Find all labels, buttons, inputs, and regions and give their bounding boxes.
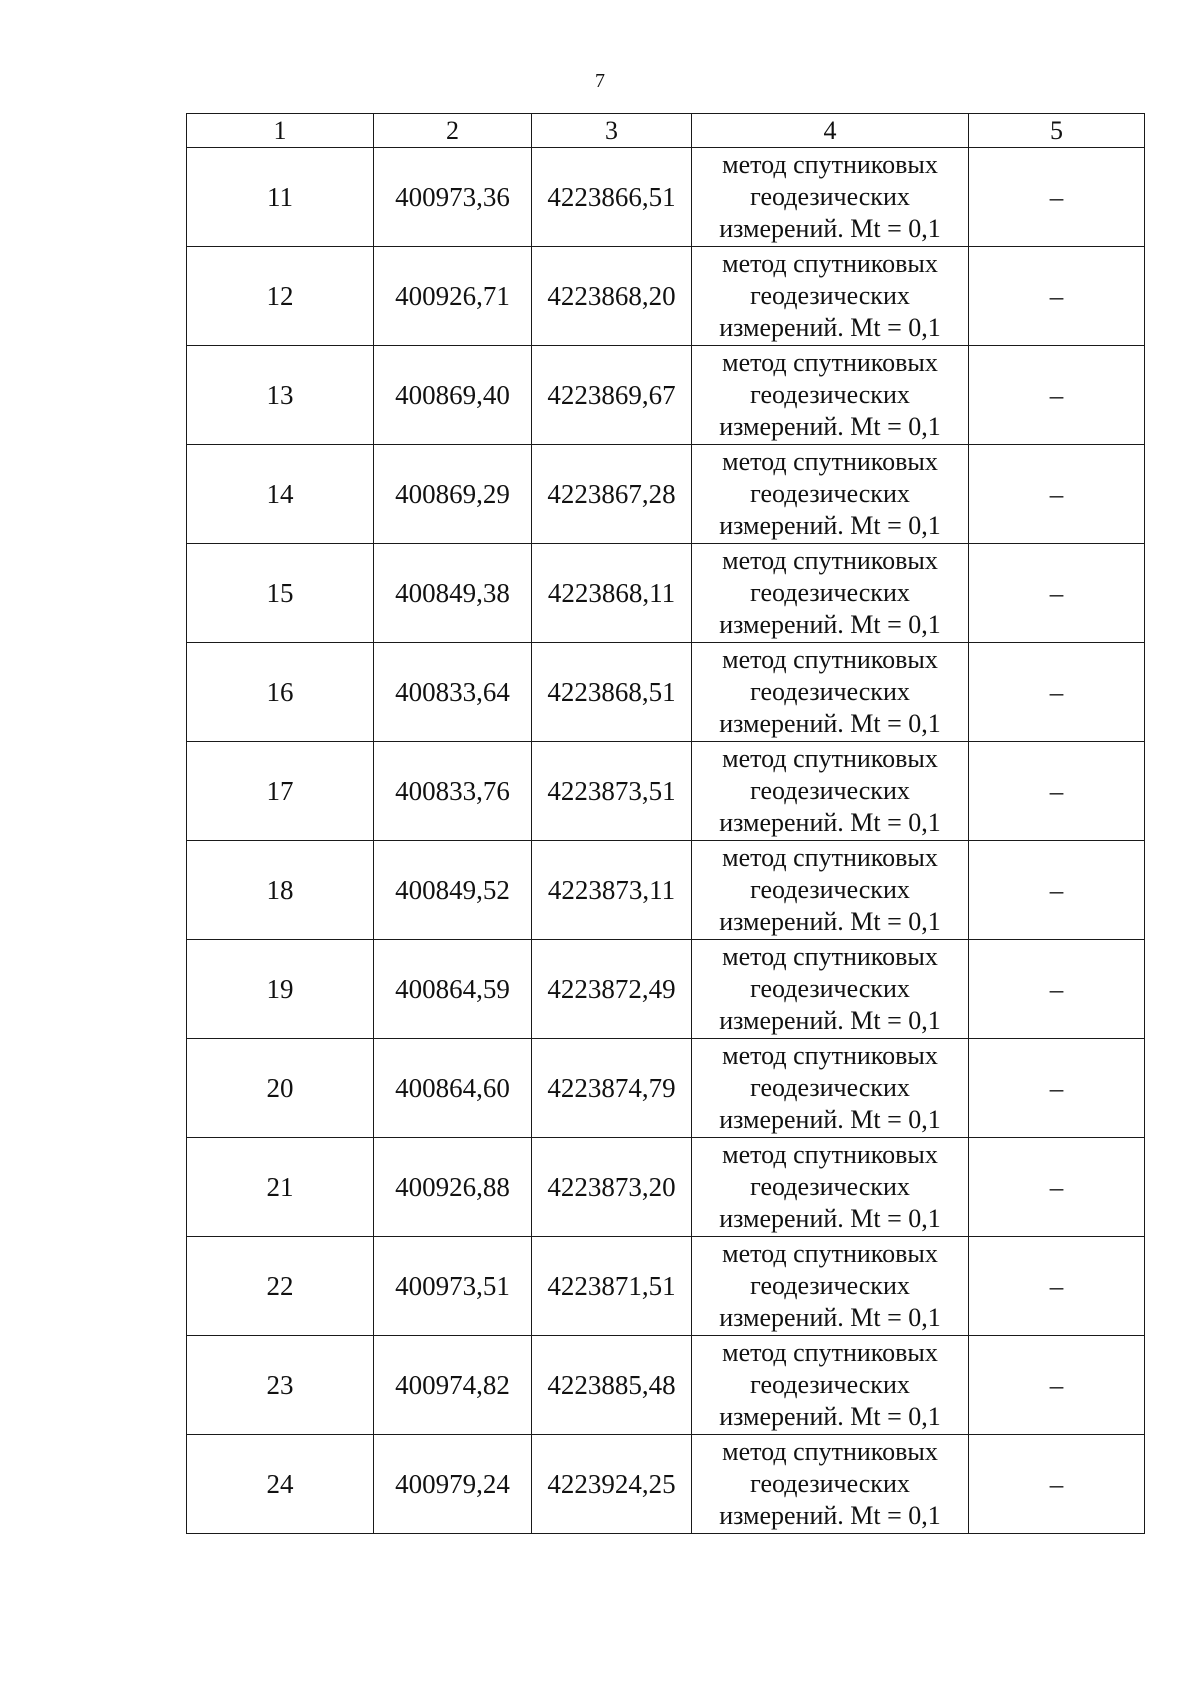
table-row xyxy=(187,841,1145,940)
note-cell: – xyxy=(969,841,1145,940)
method-line: метод спутниковых xyxy=(722,1239,938,1268)
method-line: метод спутниковых xyxy=(722,942,938,971)
method-line: измерений. Mt = 0,1 xyxy=(719,214,941,243)
method-line: геодезических xyxy=(750,1469,910,1498)
table-row xyxy=(187,1237,1145,1336)
table-row xyxy=(187,445,1145,544)
table-row xyxy=(187,544,1145,643)
y-coordinate-cell: 4223869,67 xyxy=(532,346,692,445)
method-line: измерений. Mt = 0,1 xyxy=(719,1006,941,1035)
x-coordinate-cell: 400973,51 xyxy=(374,1237,532,1336)
point-number-cell: 13 xyxy=(187,346,374,445)
method-line: измерений. Mt = 0,1 xyxy=(719,709,941,738)
method-line: геодезических xyxy=(750,776,910,805)
x-coordinate-cell: 400926,71 xyxy=(374,247,532,346)
note-cell: – xyxy=(969,643,1145,742)
method-line: геодезических xyxy=(750,875,910,904)
note-cell: – xyxy=(969,1237,1145,1336)
y-coordinate-cell: 4223866,51 xyxy=(532,148,692,247)
column-header-5: 5 xyxy=(969,114,1145,148)
method-cell xyxy=(692,544,969,643)
method-cell xyxy=(692,1237,969,1336)
note-cell: – xyxy=(969,1336,1145,1435)
method-line: геодезических xyxy=(750,380,910,409)
table-row xyxy=(187,742,1145,841)
method-line: метод спутниковых xyxy=(722,150,938,179)
column-header-1: 1 xyxy=(187,114,374,148)
y-coordinate-cell: 4223873,20 xyxy=(532,1138,692,1237)
table-row xyxy=(187,148,1145,247)
method-line: измерений. Mt = 0,1 xyxy=(719,1204,941,1233)
table-row xyxy=(187,1336,1145,1435)
point-number-cell: 21 xyxy=(187,1138,374,1237)
method-line: измерений. Mt = 0,1 xyxy=(719,1303,941,1332)
point-number-cell: 24 xyxy=(187,1435,374,1534)
page-number: 7 xyxy=(595,70,605,92)
x-coordinate-cell: 400849,52 xyxy=(374,841,532,940)
note-cell: – xyxy=(969,1138,1145,1237)
method-line: метод спутниковых xyxy=(722,1140,938,1169)
point-number-cell: 18 xyxy=(187,841,374,940)
table-row xyxy=(187,940,1145,1039)
method-line: метод спутниковых xyxy=(722,447,938,476)
point-number-cell: 15 xyxy=(187,544,374,643)
point-number-cell: 19 xyxy=(187,940,374,1039)
method-line: измерений. Mt = 0,1 xyxy=(719,1501,941,1530)
note-cell: – xyxy=(969,247,1145,346)
point-number-cell: 14 xyxy=(187,445,374,544)
method-cell xyxy=(692,1138,969,1237)
x-coordinate-cell: 400833,64 xyxy=(374,643,532,742)
note-cell: – xyxy=(969,544,1145,643)
point-number-cell: 23 xyxy=(187,1336,374,1435)
x-coordinate-cell: 400864,60 xyxy=(374,1039,532,1138)
note-cell: – xyxy=(969,346,1145,445)
method-cell xyxy=(692,247,969,346)
point-number-cell: 22 xyxy=(187,1237,374,1336)
table-row xyxy=(187,346,1145,445)
y-coordinate-cell: 4223867,28 xyxy=(532,445,692,544)
method-line: измерений. Mt = 0,1 xyxy=(719,907,941,936)
method-line: геодезических xyxy=(750,1271,910,1300)
method-line: метод спутниковых xyxy=(722,348,938,377)
table-row xyxy=(187,1138,1145,1237)
y-coordinate-cell: 4223868,11 xyxy=(532,544,692,643)
y-coordinate-cell: 4223874,79 xyxy=(532,1039,692,1138)
method-cell xyxy=(692,643,969,742)
point-number-cell: 12 xyxy=(187,247,374,346)
table-row xyxy=(187,247,1145,346)
point-number-cell: 16 xyxy=(187,643,374,742)
note-cell: – xyxy=(969,148,1145,247)
point-number-cell: 11 xyxy=(187,148,374,247)
method-line: измерений. Mt = 0,1 xyxy=(719,610,941,639)
x-coordinate-cell: 400973,36 xyxy=(374,148,532,247)
method-line: измерений. Mt = 0,1 xyxy=(719,1105,941,1134)
point-number-cell: 17 xyxy=(187,742,374,841)
method-line: метод спутниковых xyxy=(722,843,938,872)
x-coordinate-cell: 400849,38 xyxy=(374,544,532,643)
method-line: измерений. Mt = 0,1 xyxy=(719,412,941,441)
table-row xyxy=(187,643,1145,742)
method-cell xyxy=(692,1336,969,1435)
y-coordinate-cell: 4223924,25 xyxy=(532,1435,692,1534)
method-cell xyxy=(692,445,969,544)
method-cell xyxy=(692,742,969,841)
method-line: метод спутниковых xyxy=(722,1338,938,1367)
x-coordinate-cell: 400864,59 xyxy=(374,940,532,1039)
method-line: метод спутниковых xyxy=(722,546,938,575)
x-coordinate-cell: 400869,29 xyxy=(374,445,532,544)
method-cell xyxy=(692,841,969,940)
y-coordinate-cell: 4223868,20 xyxy=(532,247,692,346)
method-line: геодезических xyxy=(750,182,910,211)
note-cell: – xyxy=(969,1435,1145,1534)
method-line: метод спутниковых xyxy=(722,1041,938,1070)
method-cell xyxy=(692,1435,969,1534)
y-coordinate-cell: 4223885,48 xyxy=(532,1336,692,1435)
method-line: геодезических xyxy=(750,1073,910,1102)
column-header-4: 4 xyxy=(692,114,969,148)
note-cell: – xyxy=(969,742,1145,841)
method-line: геодезических xyxy=(750,479,910,508)
table-row xyxy=(187,1435,1145,1534)
note-cell: – xyxy=(969,445,1145,544)
y-coordinate-cell: 4223871,51 xyxy=(532,1237,692,1336)
x-coordinate-cell: 400833,76 xyxy=(374,742,532,841)
coordinates-table xyxy=(186,113,1145,1534)
note-cell: – xyxy=(969,940,1145,1039)
table-row xyxy=(187,1039,1145,1138)
y-coordinate-cell: 4223868,51 xyxy=(532,643,692,742)
note-cell: – xyxy=(969,1039,1145,1138)
method-line: геодезических xyxy=(750,578,910,607)
column-header-2: 2 xyxy=(374,114,532,148)
method-line: измерений. Mt = 0,1 xyxy=(719,511,941,540)
method-cell xyxy=(692,940,969,1039)
method-line: измерений. Mt = 0,1 xyxy=(719,808,941,837)
method-cell xyxy=(692,346,969,445)
method-line: геодезических xyxy=(750,677,910,706)
x-coordinate-cell: 400974,82 xyxy=(374,1336,532,1435)
header-row xyxy=(187,114,1145,148)
method-cell xyxy=(692,148,969,247)
method-line: геодезических xyxy=(750,1370,910,1399)
method-line: измерений. Mt = 0,1 xyxy=(719,313,941,342)
method-line: метод спутниковых xyxy=(722,1437,938,1466)
y-coordinate-cell: 4223873,51 xyxy=(532,742,692,841)
method-cell xyxy=(692,1039,969,1138)
method-line: геодезических xyxy=(750,1172,910,1201)
table-body xyxy=(187,148,1145,1534)
method-line: метод спутниковых xyxy=(722,645,938,674)
y-coordinate-cell: 4223872,49 xyxy=(532,940,692,1039)
point-number-cell: 20 xyxy=(187,1039,374,1138)
x-coordinate-cell: 400926,88 xyxy=(374,1138,532,1237)
x-coordinate-cell: 400979,24 xyxy=(374,1435,532,1534)
method-line: метод спутниковых xyxy=(722,249,938,278)
method-line: геодезических xyxy=(750,974,910,1003)
method-line: измерений. Mt = 0,1 xyxy=(719,1402,941,1431)
method-line: метод спутниковых xyxy=(722,744,938,773)
y-coordinate-cell: 4223873,11 xyxy=(532,841,692,940)
column-header-3: 3 xyxy=(532,114,692,148)
method-line: геодезических xyxy=(750,281,910,310)
x-coordinate-cell: 400869,40 xyxy=(374,346,532,445)
